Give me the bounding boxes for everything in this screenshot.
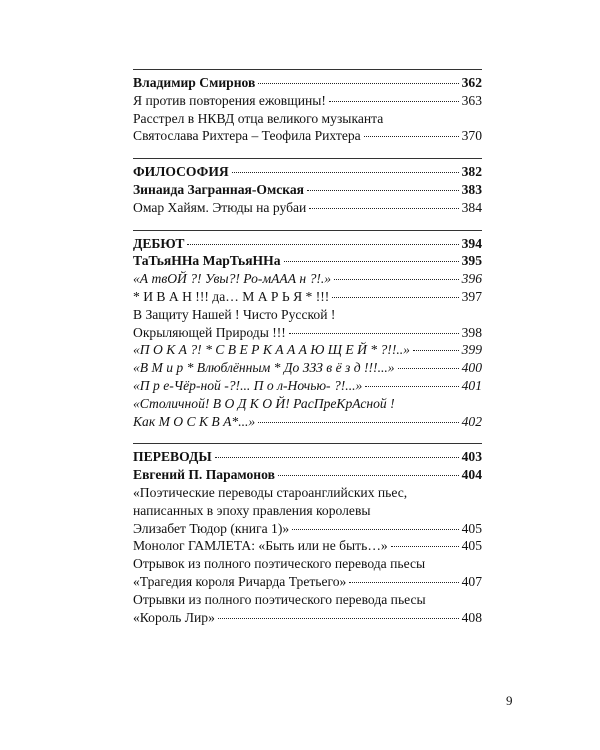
toc-line [133,413,482,431]
toc-entry-title: ПЕРЕВОДЫ [133,449,212,465]
toc-entry-title: Монолог ГАМЛЕТА: «Быть или не быть…» [133,538,388,554]
dot-leader [218,618,459,619]
toc-section [133,69,482,145]
toc-page-number: 394 [461,235,482,251]
toc-page-number: 363 [461,92,482,108]
toc-entry-title: * И В А Н !!! да… М А Р Ь Я * !!! [133,288,330,304]
dot-leader [391,546,459,547]
toc-line [133,306,482,324]
toc-entry [133,359,482,377]
toc-entry [133,466,482,484]
toc-line [133,163,482,181]
toc-line [133,537,482,555]
dot-leader [329,101,459,102]
toc-line [133,377,482,395]
toc-entry [133,341,482,359]
dot-leader [278,475,459,476]
toc-entry [133,395,482,431]
toc-line [133,466,482,484]
toc-entry-title: «П р е-Чёр-ной -?!... П о л-Ночью- ?!...» [133,377,363,393]
toc-entry-title: «Поэтические переводы староанглийских пьес, [133,484,408,500]
dot-leader [365,386,458,387]
toc-line [133,341,482,359]
toc-page-number: 405 [461,538,482,554]
dot-leader [307,190,459,191]
dot-leader [187,244,458,245]
toc-page-number: 402 [461,413,482,429]
toc-entry-title: Владимир Смирнов [133,75,256,90]
toc-line [133,324,482,342]
toc-line [133,609,482,627]
dot-leader [364,136,459,137]
toc-line [133,484,482,502]
toc-entry [133,484,482,537]
toc-entry [133,555,482,591]
toc-page-number: 403 [461,449,482,465]
toc-page-number: 396 [461,271,482,287]
dot-leader [284,261,459,262]
toc-entry-title: Элизабет Тюдор (книга 1)» [133,520,290,536]
toc-entry [133,235,482,253]
toc-entry-title: Окрыляющей Природы !!! [133,324,286,340]
toc-page-number: 395 [461,253,482,269]
dot-leader [258,83,458,84]
toc-entry-title: Омар Хайям. Этюды на рубаи [133,199,307,215]
toc-entry-title: Отрывок из полного поэтического перевода пьесы [133,556,426,572]
toc-line [133,573,482,591]
toc-line [133,74,482,92]
dot-leader [289,333,459,334]
toc-page-number: 398 [461,324,482,340]
dot-leader [215,457,459,458]
toc-page-number: 399 [461,342,482,358]
toc-page-number: 405 [461,520,482,536]
toc-page-number: 397 [461,288,482,304]
toc-entry-title: «В М и р * Влюблённым * До ЗЗЗ в ё з д !!!...» [133,360,395,376]
toc-section [133,230,482,431]
dot-leader [232,172,459,173]
table-of-contents [133,69,482,626]
toc-entry [133,110,482,146]
dot-leader [309,208,458,209]
toc-page-number: 404 [461,467,482,483]
toc-entry-title: «Король Лир» [133,609,215,625]
toc-page-number: 400 [461,360,482,376]
toc-entry-title: ТаТьяННа МарТьяННа [133,253,281,269]
toc-entry-title: Зинаида Загранная-Омская [133,181,305,197]
dot-leader [332,297,458,298]
toc-page-number: 362 [461,75,482,90]
toc-page-number: 384 [461,199,482,215]
toc-entry-title: «Трагедия короля Ричарда Третьего» [133,573,347,589]
toc-entry-title: «Столичной! В О Д К О Й! РасПреКрАсной ! [133,395,395,411]
toc-entry [133,270,482,288]
toc-entry [133,92,482,110]
toc-line [133,270,482,288]
toc-section [133,158,482,216]
dot-leader [292,529,458,530]
toc-entry [133,288,482,306]
toc-line [133,127,482,145]
toc-line [133,359,482,377]
toc-entry-title: написанных в эпоху правления королевы [133,502,371,518]
dot-leader [334,279,459,280]
toc-entry-title: Я против повторения ежовщины! [133,92,326,108]
toc-entry-title: Евгений П. Парамонов [133,467,275,483]
toc-entry [133,448,482,466]
toc-entry-title: Отрывки из полного поэтического перевода пьесы [133,591,426,607]
toc-page-number: 401 [461,377,482,393]
toc-entry-title: «А твОЙ ?! Увы?! Ро-мААА н ?!.» [133,271,332,287]
toc-entry-title: Как М О С К В А*...» [133,413,256,429]
toc-entry-title: ДЕБЮТ [133,235,185,251]
toc-line [133,591,482,609]
page-number: 9 [506,693,513,708]
toc-entry [133,252,482,270]
toc-entry [133,306,482,342]
toc-entry [133,591,482,627]
toc-entry-title: Святослава Рихтера – Теофила Рихтера [133,128,361,144]
toc-entry-title: «П О К А ?! * С В Е Р К А А А Ю Щ Е Й * ?!!..» [133,342,410,358]
toc-line [133,395,482,413]
toc-entry [133,163,482,181]
toc-entry-title: Расстрел в НКВД отца великого музыканта [133,110,384,126]
toc-page-number: 382 [461,164,482,180]
toc-section [133,443,482,626]
toc-entry-title: В Защиту Нашей ! Чисто Русской ! [133,306,336,322]
toc-page-number: 408 [461,609,482,625]
dot-leader [258,422,458,423]
toc-page-number: 407 [461,573,482,589]
dot-leader [349,582,458,583]
toc-entry-title: ФИЛОСОФИЯ [133,164,229,180]
toc-line [133,448,482,466]
toc-entry [133,181,482,199]
toc-page-number: 383 [461,181,482,197]
toc-entry [133,199,482,217]
dot-leader [398,368,459,369]
toc-page-number: 370 [461,128,482,144]
toc-line [133,199,482,217]
toc-line [133,181,482,199]
toc-line [133,252,482,270]
toc-line [133,288,482,306]
toc-entry [133,537,482,555]
dot-leader [413,350,459,351]
toc-line [133,110,482,128]
toc-line [133,555,482,573]
toc-entry [133,74,482,92]
toc-entry [133,377,482,395]
toc-line [133,92,482,110]
toc-line [133,520,482,538]
toc-line [133,502,482,520]
toc-line [133,235,482,253]
